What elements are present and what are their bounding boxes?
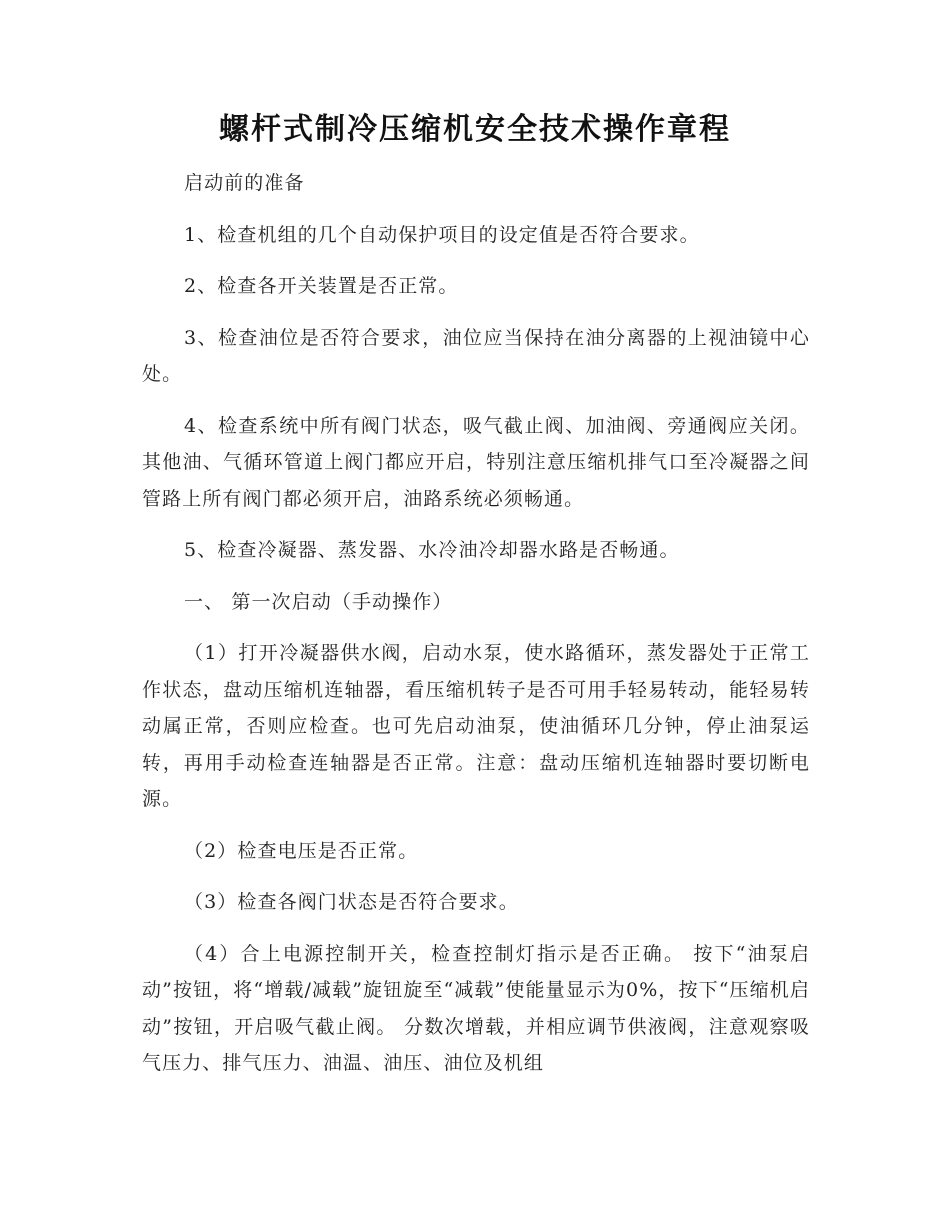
paragraph-check-3: 3、检查油位是否符合要求，油位应当保持在油分离器的上视油镜中心处。 [142,326,810,385]
paragraph-check-2: 2、检查各开关装置是否正常。 [184,275,459,297]
paragraph-step-1: （1）打开冷凝器供水阀，启动水泵，使水路循环，蒸发器处于正常工作状态，盘动压缩机连轴器，看压缩机转子是否可用手轻易转动，能轻易转动属正常，否则应检查。也可先启动油泵，使油循环几分钟，停止油泵运转，再用手动检查连轴器是否正常。注意：盘动压缩机连轴器时要切断电源。 [142,642,810,810]
paragraph-step-4: （4）合上电源控制开关，检查控制灯指示是否正确。 按下“油泵启动”按钮，将“增载/减载”旋钮旋至“减载”使能量显示为0%，按下“压缩机启动”按钮，开启吸气截止阀。 分数次增载，并相应调节供液阀，注意观察吸气压力、排气压力、油温、油压、油位及机组 [142,942,810,1074]
paragraph-check-4: 4、检查系统中所有阀门状态，吸气截止阀、加油阀、旁通阀应关闭。其他油、气循环管道上阀门都应开启，特别注意压缩机排气口至冷凝器之间管路上所有阀门都必须开启，油路系统必须畅通。 [142,414,810,510]
paragraph-check-1: 1、检查机组的几个自动保护项目的设定值是否符合要求。 [184,223,700,246]
paragraph-step-2: （2）检查电压是否正常。 [184,839,419,862]
paragraph-check-5: 5、检查冷凝器、蒸发器、水冷油冷却器水路是否畅通。 [184,539,680,561]
document-title: 螺杆式制冷压缩机安全技术操作章程 [219,112,731,147]
paragraph-step-3: （3）检查各阀门状态是否符合要求。 [184,891,519,913]
section-heading-first-start: 一、 第一次启动（手动操作） [184,590,453,613]
document-body [142,165,810,1097]
section-heading-preparation: 启动前的准备 [184,172,305,194]
